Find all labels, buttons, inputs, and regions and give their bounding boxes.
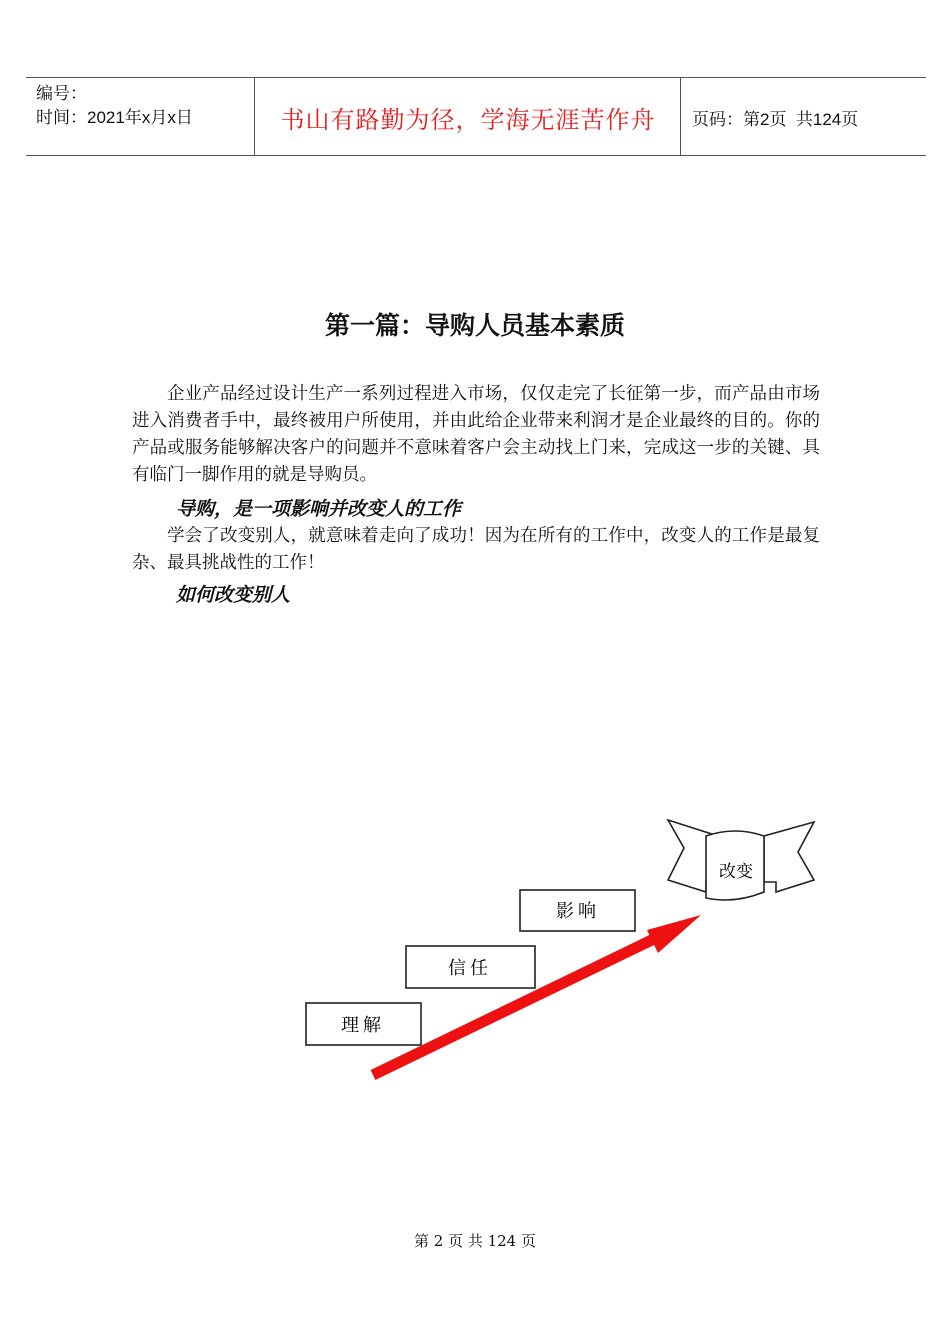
change-steps-diagram (0, 800, 950, 1100)
step-trust-label: 信任 (448, 958, 492, 978)
time-label: 时间：2021年x月x日 (36, 108, 193, 127)
document-title: 第一篇：导购人员基本素质 (324, 311, 625, 340)
subheading-work: 导购，是一项影响并改变人的工作 (176, 498, 462, 520)
header-motto: 书山有路勤为径，学海无涯苦作舟 (280, 105, 656, 134)
header-divider-left (254, 77, 255, 156)
step-understand-label: 理解 (341, 1015, 385, 1035)
subheading-how: 如何改变别人 (176, 584, 291, 606)
step-influence-label: 影响 (556, 901, 600, 921)
paragraph-change: 学会了改变别人，就意味着走向了成功！因为在所有的工作中，改变人的工作是最复杂、最具挑战性的工作！ (132, 526, 820, 573)
header-page-info: 页码：第2页 共124页 (692, 109, 859, 129)
step-trust (406, 946, 535, 988)
footer-page-number: 第 2 页 共 124 页 (413, 1232, 536, 1250)
step-influence (520, 890, 635, 931)
number-label: 编号： (36, 84, 87, 103)
paragraph-intro: 企业产品经过设计生产一系列过程进入市场，仅仅走完了长征第一步，而产品由市场进入消费者手中，最终被用户所使用，并由此给企业带来利润才是企业最终的目的。你的产品或服务能够解决客户的问题并不意味着客户会主动找上门来，完成这一步的关键、具有临门一脚作用的就是导购员。 (132, 384, 820, 485)
header-meta (36, 82, 252, 130)
step-understand (306, 1003, 421, 1045)
goal-label: 改变 (719, 862, 753, 881)
progress-arrow (373, 915, 701, 1075)
goal-banner (668, 820, 814, 900)
header-divider-right (680, 77, 681, 156)
